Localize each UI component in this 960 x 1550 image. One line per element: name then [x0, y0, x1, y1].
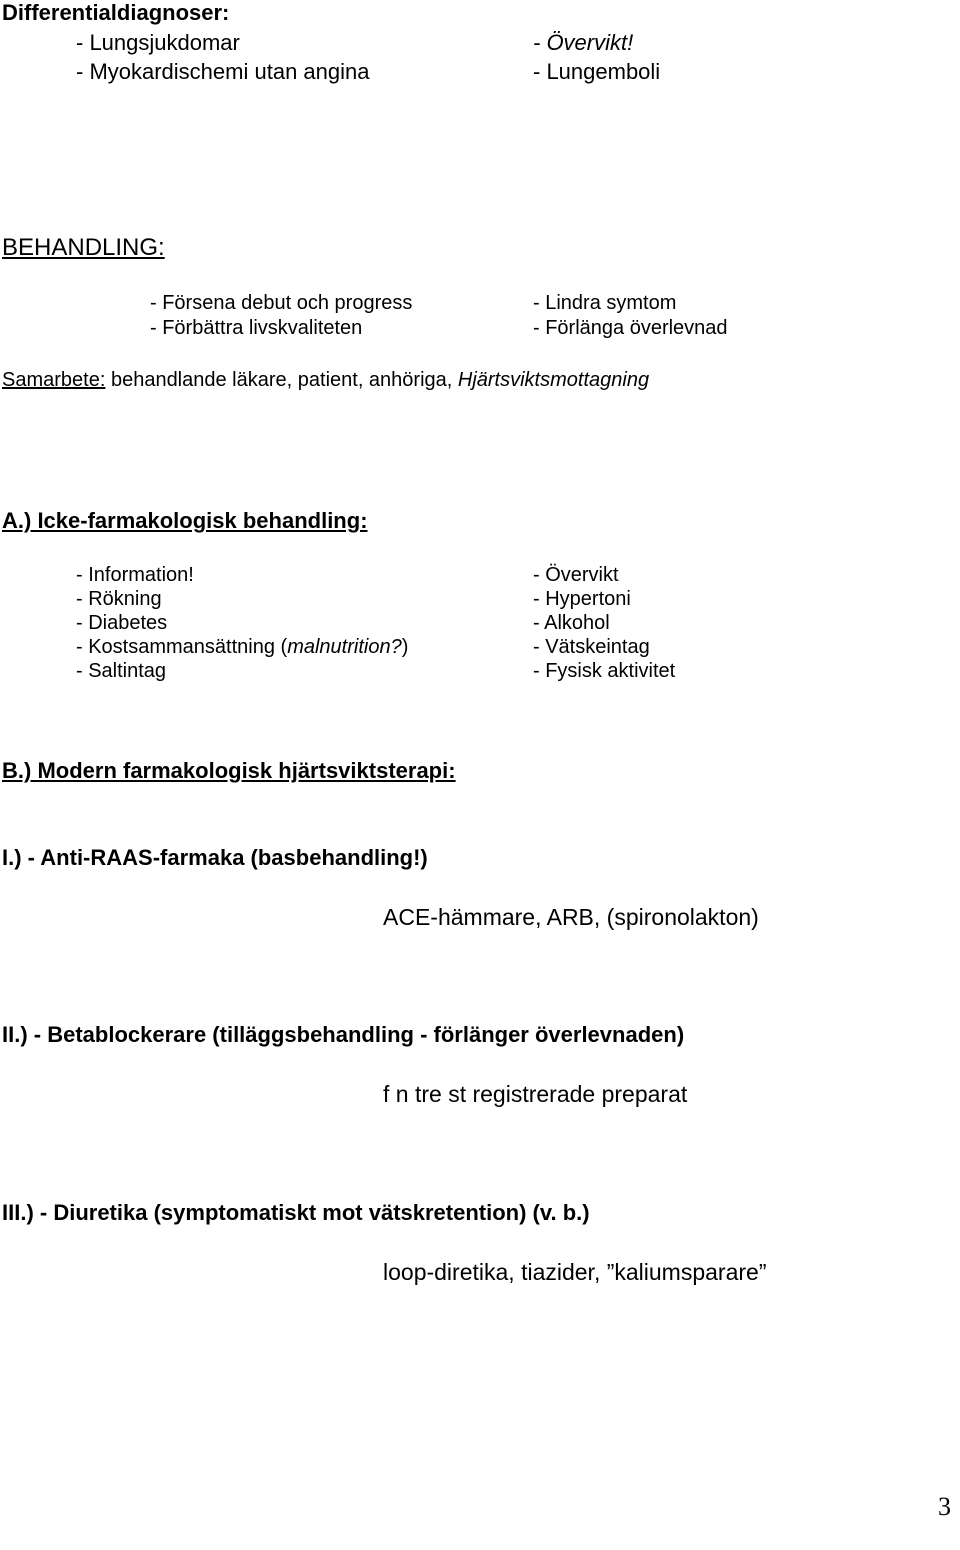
section-ii-heading: II.) - Betablockerare (tilläggsbehandling - förlänger överlevnaden): [2, 1022, 685, 1047]
page-number: 3: [938, 1492, 951, 1521]
section-a-right-item: - Övervikt: [533, 564, 619, 586]
section-i-detail: ACE-hämmare, ARB, (spironolakton): [383, 904, 759, 930]
section-iii-detail: loop-diretika, tiazider, ”kaliumsparare”: [383, 1259, 767, 1285]
section-a-right-item: - Vätskeintag: [533, 636, 650, 658]
section-iii-heading: III.) - Diuretika (symptomatiskt mot vätskretention) (v. b.): [2, 1200, 590, 1225]
kostsammansattning-text: - Kostsammansättning (: [76, 636, 288, 658]
samarbete-italic: Hjärtsviktsmottagning: [457, 369, 650, 391]
section-a-right-item: - Fysisk aktivitet: [533, 660, 676, 682]
behandling-heading: BEHANDLING:: [2, 234, 165, 261]
behandling-right-item: - Förlänga överlevnad: [533, 317, 728, 339]
section-a-left-item: - Saltintag: [76, 660, 167, 682]
diff-left-item: - Lungsjukdomar: [76, 30, 240, 55]
section-a-right-item: - Hypertoni: [533, 588, 631, 610]
section-a-left-item: - Diabetes: [76, 612, 168, 634]
section-ii-detail: f n tre st registrerade preparat: [383, 1081, 688, 1107]
section-a-left-item: - Information!: [76, 564, 194, 586]
close-paren: ): [401, 636, 409, 658]
section-a-right-item: - Alkohol: [533, 612, 610, 634]
section-i-heading: I.) - Anti-RAAS-farmaka (basbehandling!): [2, 845, 428, 870]
diff-right-item: - Lungemboli: [533, 59, 661, 84]
samarbete-text: behandlande läkare, patient, anhöriga,: [105, 369, 458, 391]
behandling-left-item: - Förbättra livskvaliteten: [150, 317, 363, 339]
diff-right-item: - Övervikt!: [533, 30, 634, 55]
section-b-heading: B.) Modern farmakologisk hjärtsviktsterapi:: [2, 758, 456, 783]
samarbete-line: [2, 370, 649, 390]
section-a-heading: A.) Icke-farmakologisk behandling:: [2, 508, 368, 533]
behandling-left-item: - Försena debut och progress: [150, 292, 413, 314]
behandling-right-item: - Lindra symtom: [533, 292, 677, 314]
section-a-left-item: [76, 637, 408, 657]
samarbete-label: Samarbete:: [2, 369, 106, 391]
diff-left-item: - Myokardischemi utan angina: [76, 59, 370, 84]
malnutrition-text: malnutrition?: [287, 636, 402, 658]
diff-heading: Differentialdiagnoser:: [2, 0, 230, 25]
section-a-left-item: - Rökning: [76, 588, 162, 610]
